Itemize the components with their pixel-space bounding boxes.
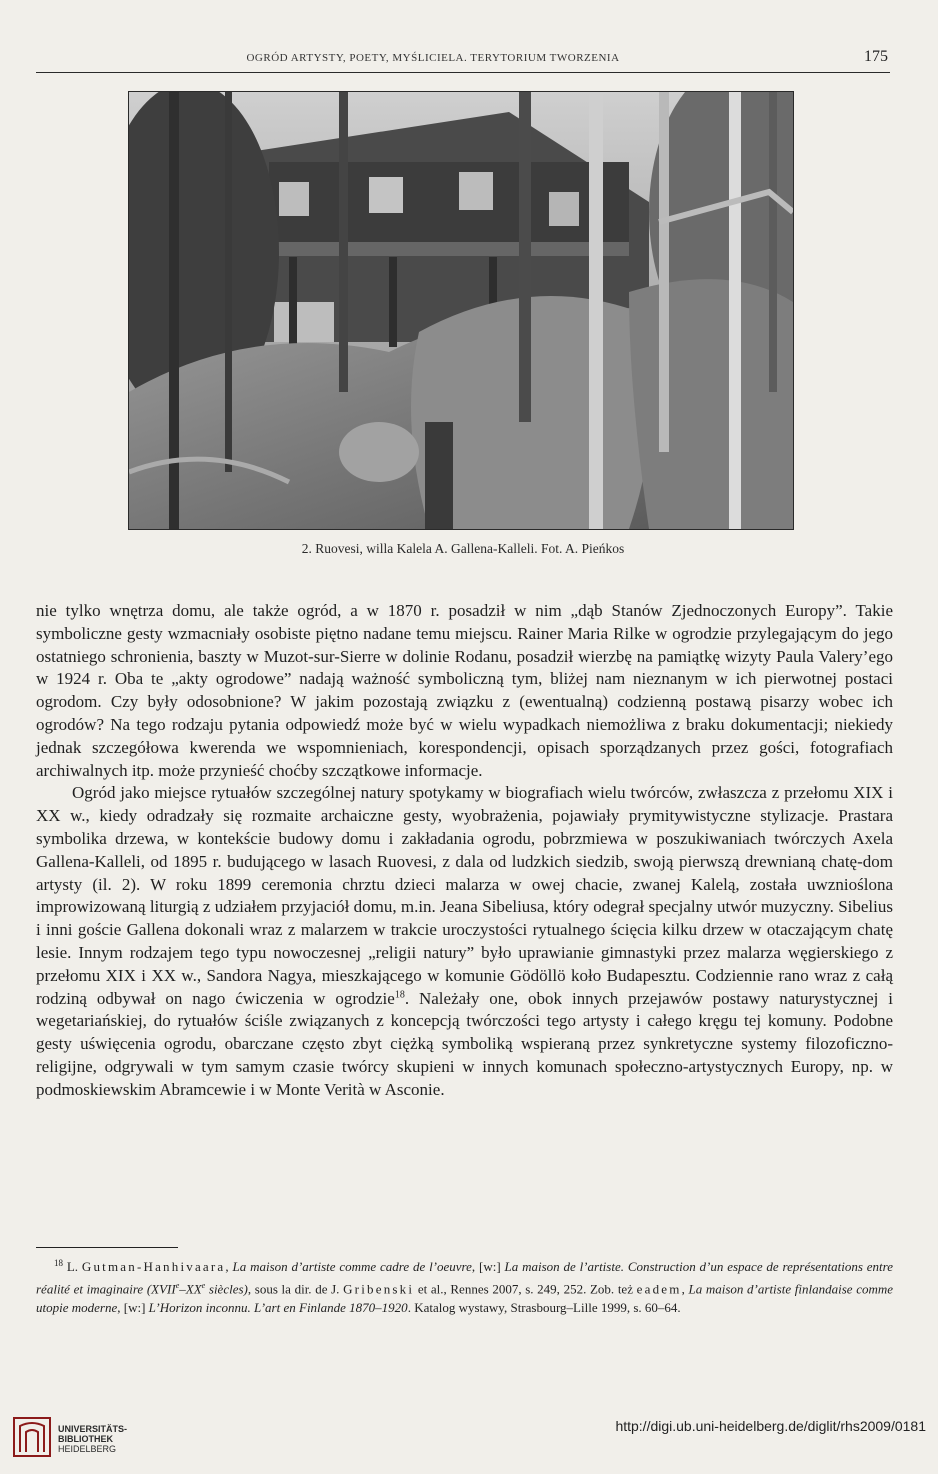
footnote-title: La maison d’artiste comme cadre de l’oeuvre [232, 1259, 472, 1274]
footnote-author: eadem [636, 1281, 682, 1297]
library-logo[interactable] [12, 1416, 172, 1460]
paragraph-2-part-b: . Należały one, obok innych przejawów postawy naturystycznej i wegetariańskiej, do rytuałów ściśle związanych z koncepcją twórczości tego artysty i całego kręgu tej komuny. Podobne gesty uświęcenia ogrodu, obarczane często zbyt ciężką symboliką wspieraną przez synkretyczne systemy filozoficzno-religijne, odgrywali w tym samym czasie twórcy skupieni w innych komunach społeczno-artystycznych Europy, np. w podmoskiewskim Abramcewie i w Monte Verità w Asconie. [36, 988, 893, 1099]
footnote-rule [36, 1247, 178, 1248]
running-title: OGRÓD ARTYSTY, POETY, MYŚLICIELA. TERYTORIUM TWORZENIA [246, 52, 620, 64]
footnote-author: Gribenski [343, 1281, 415, 1297]
source-url-link[interactable]: http://digi.ub.uni-heidelberg.de/diglit/rhs2009/0181 [615, 1418, 926, 1434]
body-text [36, 600, 893, 1102]
paragraph-2-part-a: Ogród jako miejsce rytuałów szczególnej natury spotykamy w biografiach wielu twórców, zwłaszcza z przełomu XIX i XX w., kiedy odradzały się rozmaite archaiczne gesty, wyobrażenia, pojawiały prymitywistyczne stylizacje. Prastara symbolika drzewa, w kontekście budowy domu i zakładania ogrodu, pobrzmiewa w poszukiwaniach twórczych Axela Gallena-Kalleli, od 1895 r. budującego w lasach Ruovesi, z dala od ludzkich siedzib, swoją pierwszą drewnianą chatę-dom artysty (il. 2). W roku 1899 ceremonia chrztu dzieci malarza w owej chacie, zwanej Kalelą, została uwznioślona improwizowaną liturgią z udziałem przyjaciół domu, m.in. Jeana Sibeliusa, który odegrał specjalny utwór muzyczny. Sibelius i inni goście Gallena dokonali wraz z malarzem w trakcie uroczystości rytualnego ścięcia kilku drzew w otaczającym chatę lesie. Innym rodzajem tego typu nowoczesnej „religii natury” było uprawianie gimnastyki przez malarza węgierskiego z przełomu XIX i XX w., Sandora Nagya, mieszkającego w komunie Gödöllö koło Budapesztu. Codziennie rano wraz z całą rodziną odbywał on nago ćwiczenia w ogrodzie [36, 783, 893, 1008]
footnote-ref-18[interactable]: 18 [394, 988, 405, 1000]
figure-photo [128, 91, 794, 530]
footnote-18 [36, 1257, 893, 1317]
footnote-text: . Katalog wystawy, Strasbourg–Lille 1999, s. 60–64. [407, 1300, 681, 1316]
footnote-title: siècles) [205, 1281, 248, 1297]
footnote-text: , [w:] [117, 1300, 149, 1316]
library-name-line: UNIVERSITÄTS- [58, 1424, 128, 1434]
footnote-superscript: e [175, 1281, 180, 1290]
footnote-text: , [681, 1281, 689, 1297]
footnote-text: , sous la dir. de J. [247, 1281, 344, 1297]
running-header [36, 50, 890, 73]
footnote-title: La maison de l’artiste. Construction d’un espace de représentations entre réalité et imaginaire (XVII [36, 1259, 894, 1297]
footnote-title: L’Horizon inconnu. L’art en Finlande 1870–1920 [148, 1300, 408, 1316]
library-name-line: BIBLIOTHEK [58, 1434, 113, 1444]
footnote-title: La maison d’artiste finlandaise comme utopie moderne [36, 1281, 894, 1316]
figure-caption: 2. Ruovesi, willa Kalela A. Gallena-Kalleli. Fot. A. Pieńkos [301, 541, 625, 556]
library-name-line: HEIDELBERG [58, 1444, 117, 1454]
footnote-text: L. [66, 1259, 82, 1274]
footnote-text: , [w:] [471, 1259, 505, 1274]
footnote-number: 18 [54, 1257, 63, 1268]
footnote-text: , [225, 1259, 233, 1274]
paragraph-2 [36, 782, 893, 1101]
library-name [58, 1424, 127, 1454]
footnote-superscript: e [201, 1281, 206, 1290]
footnote-text: et al., Rennes 2007, s. 249, 252. Zob. też [414, 1281, 637, 1297]
paragraph-1: nie tylko wnętrza domu, ale także ogród, a w 1870 r. posadził w nim „dąb Stanów Zjednoczonych Europy”. Takie symboliczne gesty wzmacniały osobiste piętno nadane temu miejscu. Rainer Maria Rilke w ogrodzie przylegającym do jego ostatniego schronienia, baszty w Muzot-sur-Sierre w dolinie Rodanu, posadził wierzbę na pamiątkę wizyty Paula Valery’ego w 1924 r. Oba te „akty ogrodowe” nadają ważność symboliczną tym, bliżej nam nieznanym w ich pierwotnej postaci ogrodom. Czy były odosobnione? W jakim pozostają związku z (ewentualną) codzienną postawą pisarzy wobec ich ogrodów? Na tego rodzaju pytania odpowiedź może być w wielu wypadkach niemożliwa z braku dokumentacji; niekiedy jednak szczegółowa kwerenda we wspomnieniach, korespondencji, opisach sporządzanych przez gości, fotografiach archiwalnych itp. może przynieść choćby szczątkowe informacje. [36, 601, 893, 780]
footnote-title: –XX [179, 1281, 202, 1297]
footnote-author: Gutman-Hanhivaara [81, 1259, 226, 1274]
page-number: 175 [864, 48, 888, 65]
photo-image [129, 92, 793, 529]
library-emblem-icon [12, 1416, 52, 1458]
